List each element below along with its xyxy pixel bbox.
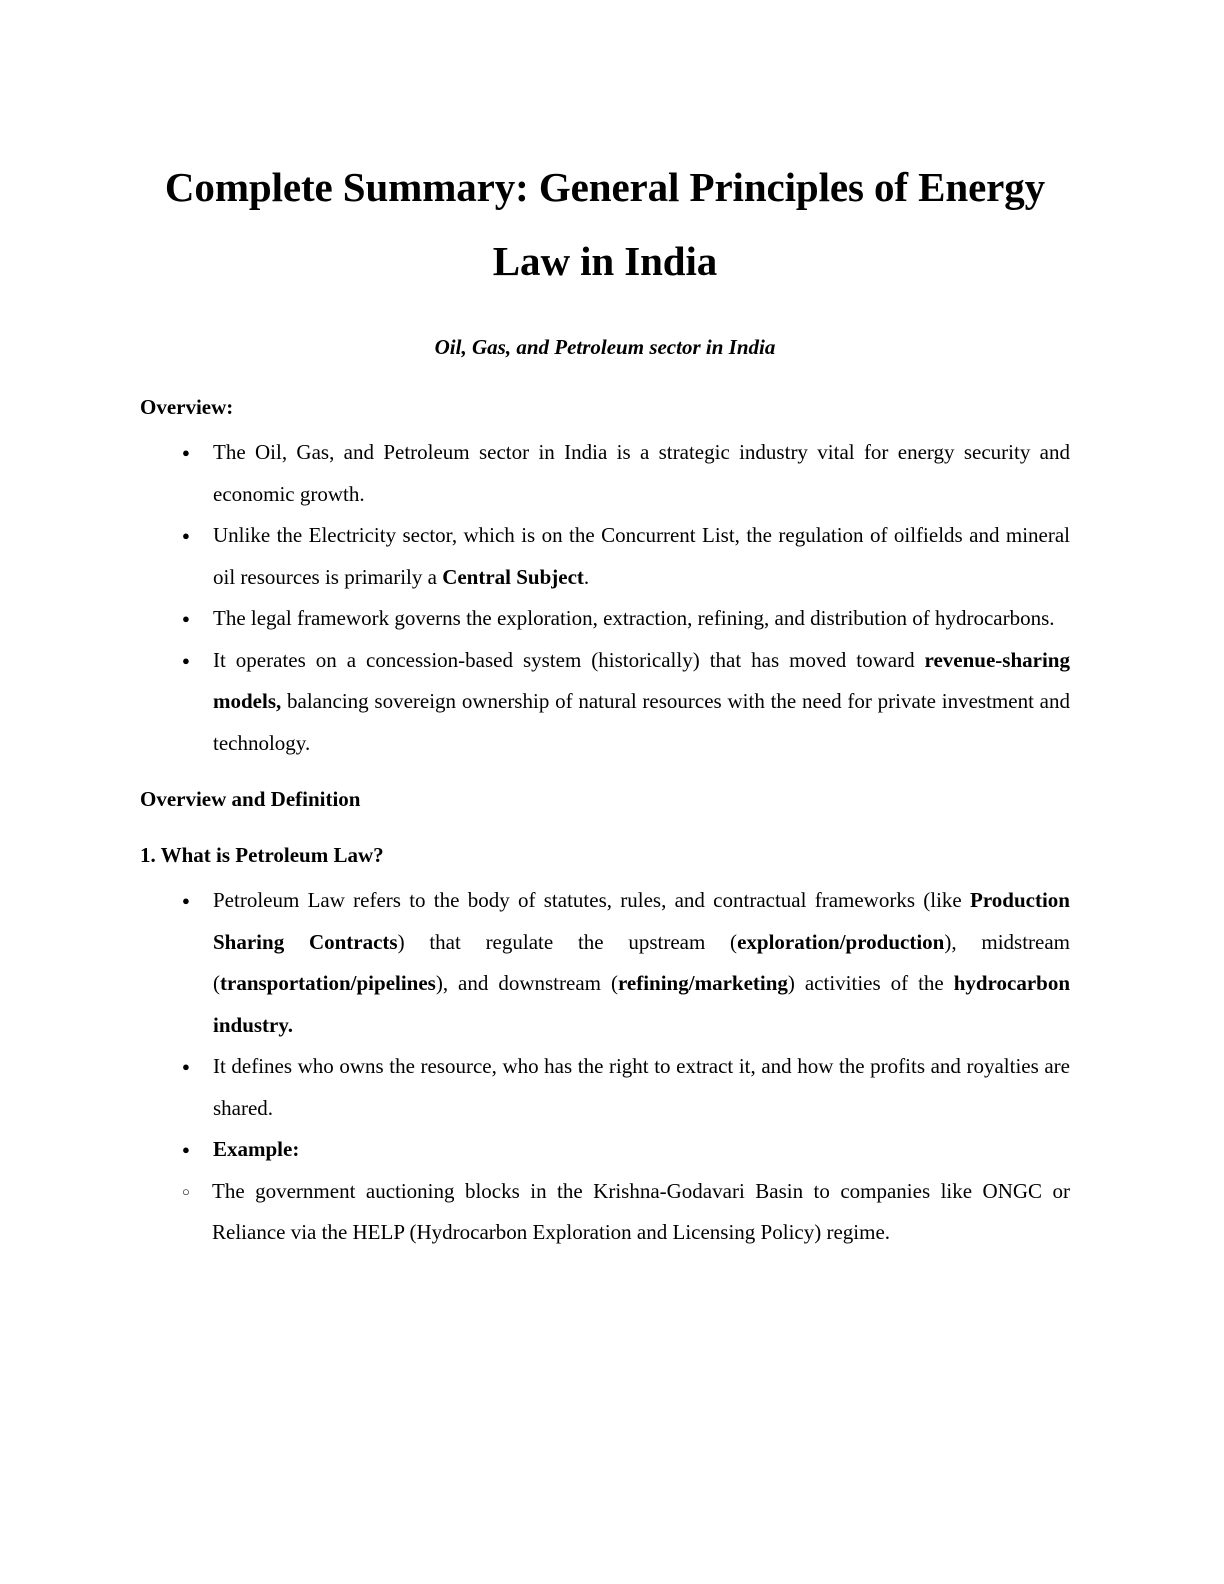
body-text: balancing sovereign ownership of natural resources with the need for private investment and technology.	[213, 689, 1070, 755]
body-text: ) that regulate the upstream (	[397, 929, 738, 954]
list-item	[140, 1129, 1070, 1171]
bullet-list	[140, 880, 1070, 1254]
body-text: ), and downstream (	[435, 971, 618, 995]
emphasis-text: transportation/pipelines	[220, 971, 436, 995]
emphasis-text: Central Subject	[442, 564, 584, 589]
sections-container	[140, 386, 1070, 1254]
sub-bullet-list	[140, 1171, 1070, 1254]
emphasis-text: revenue-sharing models,	[213, 647, 1070, 713]
body-text: It operates on a concession-based system (historically) that has moved toward	[213, 647, 925, 672]
body-text: The government auctioning blocks in the Krishna-Godavari Basin to companies like ONGC or Reliance via the HELP (Hydrocarbon Exploration and Licensing Policy) regime.	[212, 1178, 1070, 1244]
body-text: ) activities of the	[787, 971, 954, 995]
section-heading: 1. What is Petroleum Law?	[140, 843, 384, 867]
list-item	[140, 598, 1070, 640]
document-subtitle: Oil, Gas, and Petroleum sector in India	[434, 335, 776, 359]
body-text: The legal framework governs the exploration, extraction, refining, and distribution of hydrocarbons.	[213, 606, 1055, 630]
emphasis-text: Example:	[213, 1137, 300, 1161]
body-text: The Oil, Gas, and Petroleum sector in India is a strategic industry vital for energy security and economic growth.	[213, 440, 1070, 506]
bullet-list	[140, 432, 1070, 764]
list-item	[140, 515, 1070, 598]
body-text: ), midstream (	[213, 929, 1071, 995]
list-item	[140, 1046, 1070, 1129]
document-content	[140, 150, 1070, 1254]
list-item	[140, 432, 1070, 515]
body-text: It defines who owns the resource, who has the right to extract it, and how the profits and royalties are shared.	[213, 1054, 1070, 1120]
emphasis-text: hydrocarbon industry.	[213, 971, 1071, 1037]
body-text: Unlike the Electricity sector, which is on the Concurrent List, the regulation of oilfields and mineral oil resources is primarily a	[213, 523, 1070, 589]
body-text: .	[583, 564, 590, 589]
body-text: Petroleum Law refers to the body of statutes, rules, and contractual frameworks (like	[213, 888, 971, 912]
emphasis-text: exploration/production	[737, 929, 945, 954]
section-heading: Overview:	[140, 395, 234, 419]
list-item	[140, 640, 1070, 765]
page-title: Complete Summary: General Principles of Energy Law in India	[164, 164, 1046, 284]
emphasis-text: refining/marketing	[617, 971, 788, 995]
list-item	[140, 880, 1070, 1046]
sub-list-item	[140, 1171, 1070, 1254]
emphasis-text: Production Sharing Contracts	[213, 888, 1070, 954]
section-heading: Overview and Definition	[140, 787, 361, 811]
